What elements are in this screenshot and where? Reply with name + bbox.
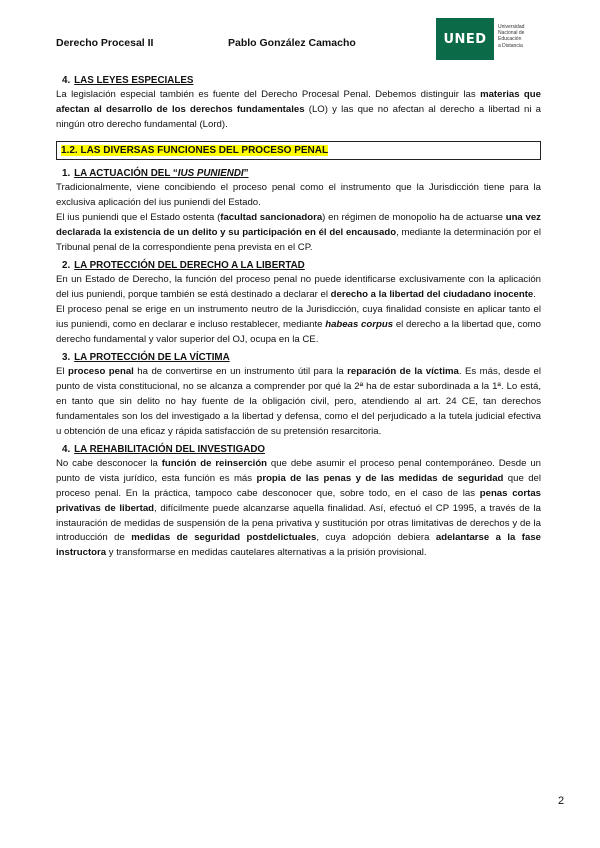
page-number: 2	[558, 795, 565, 807]
document-body	[56, 74, 541, 561]
heading-rehabilitacion	[62, 443, 541, 457]
section-title: 1.2. LAS DIVERSAS FUNCIONES DEL PROCESO PENAL	[61, 145, 329, 157]
heading-libertad	[62, 259, 541, 273]
logo-line: a Distancia	[498, 42, 523, 49]
logo-line: Universidad	[498, 24, 525, 30]
heading-text: LAS LEYES ESPECIALES	[74, 75, 194, 86]
paragraph: No cabe desconocer la función de reinserción que debe asumir el proceso penal contemporáneo. Desde un punto de vista jurídico, esta función es más propia de las penas y de las medidas de seguridad que del proceso penal. En la práctica, tampoco cabe desconocer que, sobre todo, en el caso de las penas cortas privativas de libertad, difícilmente puede alcanzarse aquella finalidad. Así, efectuó el CP 1995, a través de la instauración de medidas de suspensión de la pena privativa y sustitución por otras limitativas de derechos y de la introducción de medidas de seguridad postdelictuales, cuya adopción debiera adelantarse a la fase instructora y transformarse en medidas cautelares alternativas a la prisión provisional.	[56, 458, 542, 559]
heading-text: LA PROTECCIÓN DE LA VÍCTIMA	[74, 352, 230, 364]
paragraph: El proceso penal ha de convertirse en un instrumento útil para la reparación de la víctima. Es más, desde el punto de vista constitucional, no se alcanza a comprender por qué la 2ª ha de estar subordinada a la 1ª. Lo está, en tanto que sin delito no hay fuente de la obligación civil, pero, atendiendo al art. 24 CE, tan derechos fundamentales son los del investigado a la libertad y defensa, como el del perjudicado a la tutela judicial efectiva u obtención de una eficaz y rápida satisfacción de su pretensión resarcitoria.	[56, 366, 541, 437]
author-name: Pablo González Camacho	[228, 37, 356, 49]
logo-line: Educación	[498, 36, 522, 43]
heading-text: LA PROTECCIÓN DEL DERECHO A LA LIBERTAD	[74, 260, 305, 272]
uned-logo	[436, 18, 548, 60]
page-header	[0, 0, 600, 70]
logo-line: Nacional de	[498, 30, 525, 37]
heading-number: 4.	[62, 444, 71, 456]
paragraph: En un Estado de Derecho, la función del proceso penal no puede identificarse exclusivamente con la aplicación del ius puniendi, porque también se está destinado a declarar el derecho a la libertad del ciudadano inocente.	[56, 274, 541, 301]
paragraph: El ius puniendi que el Estado ostenta (facultad sancionadora) en régimen de monopolio ha de actuarse una vez declarada la existencia de un delito y su participación en él del encausado, mediante la determinación por el Tribunal penal de la correspondiente pena prevista en el CP.	[56, 211, 541, 253]
heading-number: 2.	[62, 260, 71, 272]
heading-victima	[62, 351, 541, 365]
heading-number: 1.	[62, 168, 71, 180]
paragraph: La legislación especial también es fuente del Derecho Procesal Penal. Debemos distinguir las materias que afectan al desarrollo de los derechos fundamentales (LO) y las que no afectan al derecho a libertad ni a ningún otro derecho fundamental (Lord).	[56, 89, 542, 130]
section-title-box	[56, 141, 541, 160]
heading-number: 3.	[62, 352, 71, 364]
paragraph: El proceso penal se erige en un instrumento neutro de la Jurisdicción, cuya finalidad consiste en aplicar tanto el ius puniendi, como en declarar e incluso restablecer, mediante habeas corpus el derecho a la libertad que, como derecho fundamental y valor superior del OJ, ocupa en la CE.	[56, 303, 541, 345]
heading-leyes-especiales	[62, 74, 541, 88]
heading-number: 4.	[62, 75, 71, 86]
course-title: Derecho Procesal II	[56, 37, 154, 49]
uned-logo-mark: UNED	[436, 18, 494, 60]
uned-logo-text	[498, 18, 524, 60]
heading-text: LA REHABILITACIÓN DEL INVESTIGADO	[74, 444, 266, 456]
paragraph: Tradicionalmente, viene concibiendo el proceso penal como el instrumento que la Jurisdicción tiene para la exclusiva aplicación del ius puniendi del Estado.	[56, 182, 541, 209]
heading-ius-puniendi: 1. LA ACTUACIÓN DEL “IUS PUNIENDI”	[62, 168, 249, 180]
